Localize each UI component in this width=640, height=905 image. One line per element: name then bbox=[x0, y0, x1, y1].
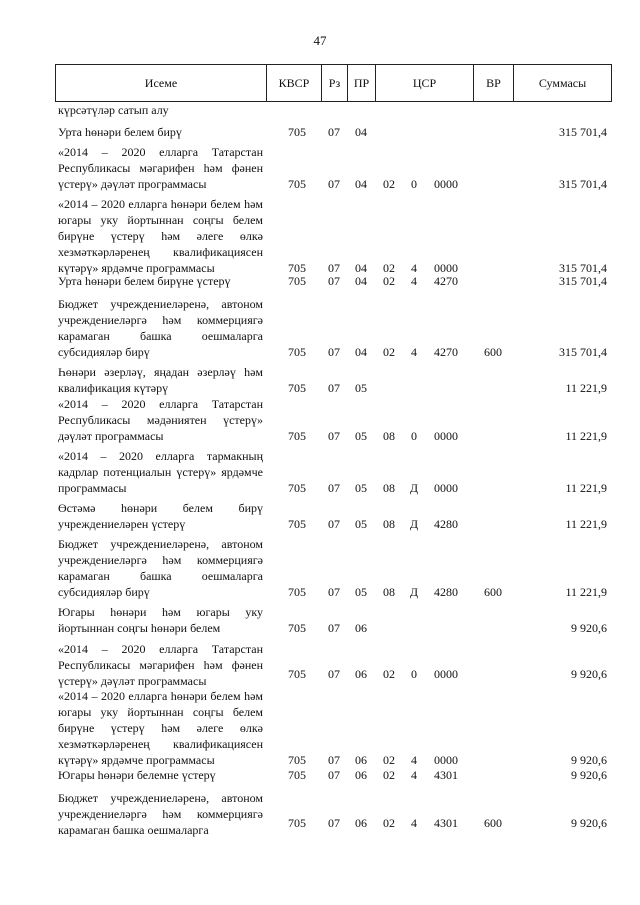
row-csr-subprogram: 4 bbox=[411, 261, 417, 275]
row-kvsr: 705 bbox=[288, 381, 306, 395]
row-pr: 05 bbox=[355, 585, 367, 599]
row-rz: 07 bbox=[328, 345, 340, 359]
row-rz: 07 bbox=[328, 585, 340, 599]
row-kvsr: 705 bbox=[288, 585, 306, 599]
table-row bbox=[55, 500, 612, 534]
row-csr-code: 4280 bbox=[434, 517, 458, 531]
row-kvsr: 705 bbox=[288, 816, 306, 830]
row-csr-code: 0000 bbox=[434, 481, 458, 495]
row-kvsr: 705 bbox=[288, 429, 306, 443]
row-csr-subprogram: Д bbox=[409, 517, 419, 531]
row-csr-program: 02 bbox=[383, 261, 395, 275]
row-kvsr: 705 bbox=[288, 345, 306, 359]
row-name: «2014 – 2020 елларга һөнәри белем һәм югары уку йортыннан соңгы белем бирүне үстерү һәм әлеге өлкә хезмәткәрләренең квалификациясен күтәрү» ярдәмче программасы bbox=[58, 197, 263, 275]
row-sum: 315 701,4 bbox=[559, 274, 607, 288]
row-rz: 07 bbox=[328, 481, 340, 495]
table-row bbox=[55, 604, 612, 638]
row-pr: 04 bbox=[355, 261, 367, 275]
row-rz: 07 bbox=[328, 667, 340, 681]
row-rz: 07 bbox=[328, 274, 340, 288]
table-row bbox=[55, 448, 612, 498]
row-name: Өстәмә һөнәри белем бирү учреждениеләрен үстерү bbox=[58, 501, 263, 531]
row-sum: 11 221,9 bbox=[565, 585, 607, 599]
row-rz: 07 bbox=[328, 125, 340, 139]
row-csr-program: 02 bbox=[383, 667, 395, 681]
row-name: «2014 – 2020 елларга һөнәри белем һәм югары уку йортыннан соңгы белем бирүне үстерү һәм әлеге өлкә хезмәткәрләренең квалификациясен күтәрү» ярдәмче программасы bbox=[58, 689, 263, 767]
row-name: Бюджет учреждениеләренә, автоном учреждениеләргә һәм коммерциягә карамаган башка оешмаларга субсидияләр бирү bbox=[58, 297, 263, 359]
row-kvsr: 705 bbox=[288, 261, 306, 275]
row-rz: 07 bbox=[328, 429, 340, 443]
column-header-csr: ЦСР bbox=[376, 65, 474, 101]
row-name: күрсәтүләр сатып алу bbox=[58, 103, 169, 117]
row-sum: 11 221,9 bbox=[565, 517, 607, 531]
row-rz: 07 bbox=[328, 621, 340, 635]
row-csr-program: 08 bbox=[383, 429, 395, 443]
table-header bbox=[55, 64, 612, 102]
row-pr: 05 bbox=[355, 429, 367, 443]
row-csr-code: 0000 bbox=[434, 177, 458, 191]
column-header-kvsr: КВСР bbox=[267, 65, 322, 101]
row-pr: 05 bbox=[355, 381, 367, 395]
row-rz: 07 bbox=[328, 816, 340, 830]
row-kvsr: 705 bbox=[288, 768, 306, 782]
row-kvsr: 705 bbox=[288, 621, 306, 635]
row-csr-subprogram: 0 bbox=[411, 667, 417, 681]
row-pr: 06 bbox=[355, 753, 367, 767]
row-rz: 07 bbox=[328, 381, 340, 395]
column-header-vr: ВР bbox=[474, 65, 514, 101]
row-csr-code: 4280 bbox=[434, 585, 458, 599]
row-csr-program: 02 bbox=[383, 345, 395, 359]
row-name: «2014 – 2020 елларга Татарстан Республикасы мәгарифен һәм фәнен үстерү» дәүләт программасы bbox=[58, 642, 263, 688]
row-sum: 315 701,4 bbox=[559, 261, 607, 275]
row-csr-subprogram: 4 bbox=[411, 345, 417, 359]
row-sum: 11 221,9 bbox=[565, 429, 607, 443]
row-csr-subprogram: 4 bbox=[411, 753, 417, 767]
row-csr-code: 0000 bbox=[434, 667, 458, 681]
row-csr-program: 02 bbox=[383, 753, 395, 767]
row-name: Урта һөнәри белем бирүне үстерү bbox=[58, 274, 231, 288]
row-pr: 04 bbox=[355, 177, 367, 191]
row-pr: 04 bbox=[355, 274, 367, 288]
row-csr-code: 0000 bbox=[434, 261, 458, 275]
row-sum: 9 920,6 bbox=[571, 768, 607, 782]
row-name: Һөнәри әзерләү, яңадан әзерләү һәм квалификация күтәрү bbox=[58, 365, 263, 395]
row-csr-program: 02 bbox=[383, 816, 395, 830]
row-kvsr: 705 bbox=[288, 517, 306, 531]
row-name: Бюджет учреждениеләренә, автоном учреждениеләргә һәм коммерциягә карамаган башка оешмаларга субсидияләр бирү bbox=[58, 537, 263, 599]
row-sum: 11 221,9 bbox=[565, 481, 607, 495]
row-sum: 9 920,6 bbox=[571, 753, 607, 767]
row-csr-program: 08 bbox=[383, 517, 395, 531]
row-csr-subprogram: 4 bbox=[411, 274, 417, 288]
table-row bbox=[55, 536, 612, 602]
row-pr: 06 bbox=[355, 667, 367, 681]
row-kvsr: 705 bbox=[288, 274, 306, 288]
row-csr-program: 02 bbox=[383, 177, 395, 191]
row-csr-program: 08 bbox=[383, 481, 395, 495]
row-csr-code: 4270 bbox=[434, 274, 458, 288]
row-name: Югары һөнәри һәм югары уку йортыннан соңгы һөнәри белем bbox=[58, 605, 263, 635]
row-vr: 600 bbox=[484, 345, 502, 359]
table-row bbox=[55, 688, 612, 770]
table-row bbox=[55, 364, 612, 398]
table-row bbox=[55, 144, 612, 194]
column-header-sum: Суммасы bbox=[538, 76, 587, 90]
row-csr-code: 4301 bbox=[434, 816, 458, 830]
row-vr: 600 bbox=[484, 585, 502, 599]
row-rz: 07 bbox=[328, 517, 340, 531]
table-row bbox=[55, 124, 612, 140]
row-sum: 9 920,6 bbox=[571, 816, 607, 830]
table-row bbox=[55, 396, 612, 446]
row-rz: 07 bbox=[328, 768, 340, 782]
row-name: Югары һөнәри белемне үстерү bbox=[58, 768, 216, 782]
row-pr: 04 bbox=[355, 345, 367, 359]
row-pr: 06 bbox=[355, 768, 367, 782]
row-name: Урта һөнәри белем бирү bbox=[58, 125, 182, 139]
row-csr-subprogram: Д bbox=[409, 481, 419, 495]
table-row bbox=[55, 767, 612, 783]
row-name: Бюджет учреждениеләренә, автоном учреждениеләргә һәм коммерциягә карамаган башка оешмаларга bbox=[58, 791, 263, 837]
row-kvsr: 705 bbox=[288, 481, 306, 495]
row-csr-subprogram: 0 bbox=[411, 429, 417, 443]
row-csr-code: 4301 bbox=[434, 768, 458, 782]
row-csr-code: 0000 bbox=[434, 429, 458, 443]
column-header-rz: Рз bbox=[322, 65, 348, 101]
row-name: «2014 – 2020 елларга тармакның кадрлар потенциалын үстерү» ярдәмче программасы bbox=[58, 449, 263, 495]
row-sum: 315 701,4 bbox=[559, 345, 607, 359]
row-csr-code: 0000 bbox=[434, 753, 458, 767]
row-rz: 07 bbox=[328, 261, 340, 275]
row-sum: 11 221,9 bbox=[565, 381, 607, 395]
row-kvsr: 705 bbox=[288, 125, 306, 139]
row-csr-program: 02 bbox=[383, 768, 395, 782]
table-row bbox=[55, 273, 612, 289]
table-row bbox=[55, 196, 612, 278]
row-pr: 05 bbox=[355, 481, 367, 495]
row-csr-program: 08 bbox=[383, 585, 395, 599]
table-row bbox=[55, 641, 612, 691]
row-name: «2014 – 2020 елларга Татарстан Республикасы мәгарифен һәм фәнен үстерү» дәүләт программасы bbox=[58, 145, 263, 191]
table-row bbox=[55, 296, 612, 362]
row-csr-subprogram: 0 bbox=[411, 177, 417, 191]
row-csr-subprogram: 4 bbox=[411, 816, 417, 830]
row-pr: 05 bbox=[355, 517, 367, 531]
table-row bbox=[55, 790, 612, 840]
table-row bbox=[55, 102, 612, 118]
column-header-name: Исеме bbox=[56, 65, 267, 101]
row-vr: 600 bbox=[484, 816, 502, 830]
row-csr-code: 4270 bbox=[434, 345, 458, 359]
row-csr-subprogram: Д bbox=[409, 585, 419, 599]
row-kvsr: 705 bbox=[288, 753, 306, 767]
row-sum: 9 920,6 bbox=[571, 667, 607, 681]
row-pr: 06 bbox=[355, 816, 367, 830]
row-kvsr: 705 bbox=[288, 177, 306, 191]
row-pr: 06 bbox=[355, 621, 367, 635]
row-sum: 9 920,6 bbox=[571, 621, 607, 635]
page-number: 47 bbox=[313, 33, 327, 48]
row-pr: 04 bbox=[355, 125, 367, 139]
column-header-pr: ПР bbox=[348, 65, 376, 101]
row-rz: 07 bbox=[328, 753, 340, 767]
row-rz: 07 bbox=[328, 177, 340, 191]
row-sum: 315 701,4 bbox=[559, 125, 607, 139]
row-csr-program: 02 bbox=[383, 274, 395, 288]
row-sum: 315 701,4 bbox=[559, 177, 607, 191]
row-csr-subprogram: 4 bbox=[411, 768, 417, 782]
row-kvsr: 705 bbox=[288, 667, 306, 681]
row-name: «2014 – 2020 елларга Татарстан Республикасы мәдәниятен үстерү» дәүләт программасы bbox=[58, 397, 263, 443]
